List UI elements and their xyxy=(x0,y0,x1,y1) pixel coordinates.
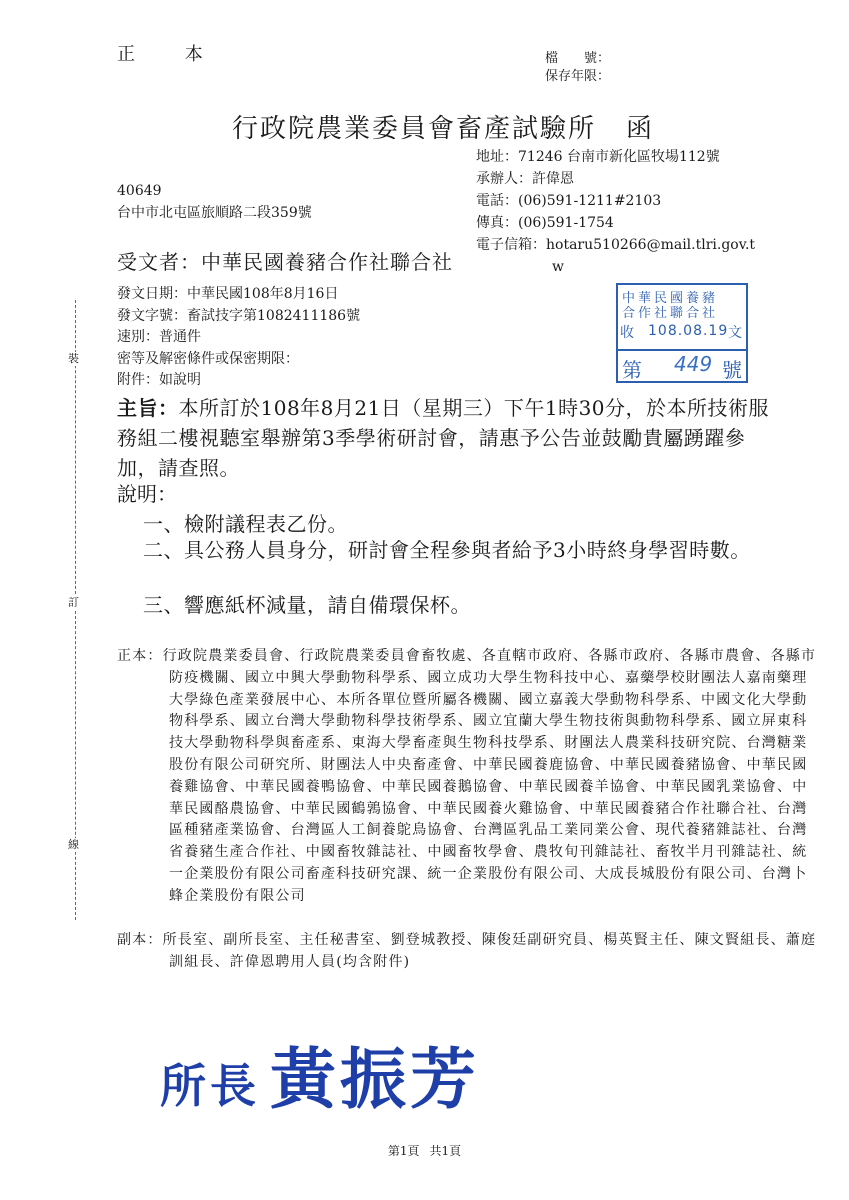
speed-class: 速別：普通件 xyxy=(117,329,201,345)
receiver-address: 台中市北屯區旅順路二段359號 xyxy=(117,205,312,221)
document-number: 發文字號：畜試技字第1082411186號 xyxy=(117,307,361,324)
sender-email xyxy=(476,234,755,256)
signature-name: 黃振芳 xyxy=(270,1041,480,1118)
recipient: 受文者：中華民國養豬合作社聯合社 xyxy=(117,250,453,274)
receipt-stamp xyxy=(616,283,748,383)
stamp-doc-char: 文 xyxy=(728,325,742,341)
sender-address: 地址：71246 台南市新化區牧場112號 xyxy=(476,149,720,165)
stamp-date: 108.08.19 xyxy=(648,323,729,339)
stamp-number-row xyxy=(618,349,746,381)
email-value-wrap: w xyxy=(552,259,564,275)
current-page: 第1頁 xyxy=(387,1144,420,1158)
copy-mark: 正 本 xyxy=(117,44,225,65)
issue-date: 發文日期：中華民國108年8月16日 xyxy=(117,286,339,302)
file-no-label: 檔 號： xyxy=(545,51,611,66)
binding-char-ding: 訂 xyxy=(68,596,79,609)
description-item: 三、響應紙杯減量，請自備環保杯。 xyxy=(143,593,471,617)
document-meta xyxy=(117,284,360,392)
subject xyxy=(117,393,777,483)
receiver-postal-code: 40649 xyxy=(117,183,162,199)
attachment: 附件：如說明 xyxy=(117,372,201,388)
file-meta xyxy=(545,50,610,86)
distribution-main: 正本：行政院農業委員會、行政院農業委員會畜牧處、各直轄市政府、各縣市政府、各縣市農會、各縣市防疫機關、國立中興大學動物科學系、國立成功大學生物科技中心、嘉藥學校財團法人嘉南藥理大學綠色產業發展中心、本所各單位暨所屬各機關、國立嘉義大學動物科學系、中國文化大學動物科學系、國立台灣大學動物科學技術學系、國立宜蘭大學生物技術與動物科學系、國立屏東科技大學動物科學與畜產系、東海大學畜產與生物科技學系、財團法人農業科技研究院、台灣糖業股份有限公司研究所、財團法人中央畜產會、中華民國養鹿協會、中華民國養豬協會、中華民國養雞協會、中華民國養鴨協會、中華民國養鵝協會、中華民國養羊協會、中華民國乳業協會、中華民國酪農協會、中華民國鶴鶉協會、中華民國養火雞協會、中華民國養豬合作社聯合社、台灣區種豬產業協會、台灣區人工飼養鴕鳥協會、台灣區乳品工業同業公會、現代養豬雜誌社、台灣省養豬生產合作社、中國畜牧雜誌社、中國畜牧學會、農牧旬刊雜誌社、畜牧半月刊雜誌社、統一企業股份有限公司畜產科技研究課、統一企業股份有限公司、大成長城股份有限公司、台灣卜蜂企業股份有限公司 xyxy=(117,648,817,904)
director-signature xyxy=(160,1026,480,1121)
sender-phone: 電話：(06)591-1211#2103 xyxy=(476,193,662,209)
secrecy-level: 密等及解密條件或保密期限： xyxy=(117,350,299,367)
issuing-org: 行政院農業委員會畜產試驗所 xyxy=(232,114,597,144)
sender-info xyxy=(476,146,755,278)
subject-label: 主旨： xyxy=(117,396,179,420)
receiver-postal xyxy=(117,180,312,224)
page-number xyxy=(0,1142,849,1159)
stamp-org-line1: 中華民國養豬 xyxy=(622,291,719,306)
signature-title: 所長 xyxy=(160,1059,260,1113)
email-value[interactable]: hotaru510266@mail.tlri.gov.t xyxy=(546,237,756,253)
sender-contact: 承辦人：許偉恩 xyxy=(476,171,574,187)
document-title xyxy=(232,108,654,145)
subject-text: 本所訂於108年8月21日（星期三）下午1時30分，於本所技術服務組二樓視聽室舉辦第3季學術研討會，請惠予公告並鼓勵貴屬踴躍參加，請查照。 xyxy=(117,396,770,480)
stamp-hao: 號 xyxy=(722,358,742,382)
description-item: 二、具公務人員身分，研討會全程參與者給予3小時終身學習時數。 xyxy=(143,538,751,562)
binding-char-zhuang: 裝 xyxy=(68,352,79,365)
document-kind: 函 xyxy=(626,114,655,144)
description-item: 一、檢附議程表乙份。 xyxy=(143,512,348,536)
retention-label: 保存年限： xyxy=(545,69,611,84)
total-pages: 共1頁 xyxy=(429,1144,462,1158)
binding-line xyxy=(75,300,76,920)
email-label: 電子信箱： xyxy=(476,237,546,253)
description-label: 說明： xyxy=(117,482,177,506)
stamp-number: 449 xyxy=(674,352,713,376)
stamp-di: 第 xyxy=(622,358,642,382)
distribution-cc: 副本：所長室、副所長室、主任秘書室、劉登城教授、陳俊廷副研究員、楊英賢主任、陳文賢組長、蕭庭訓組長、許偉恩聘用人員(均含附件) xyxy=(117,932,817,970)
sender-fax: 傳真：(06)591-1754 xyxy=(476,215,614,231)
stamp-receive-char: 收 xyxy=(620,325,634,341)
stamp-org-line2: 合作社聯合社 xyxy=(622,306,719,321)
binding-char-xian: 線 xyxy=(68,838,79,851)
